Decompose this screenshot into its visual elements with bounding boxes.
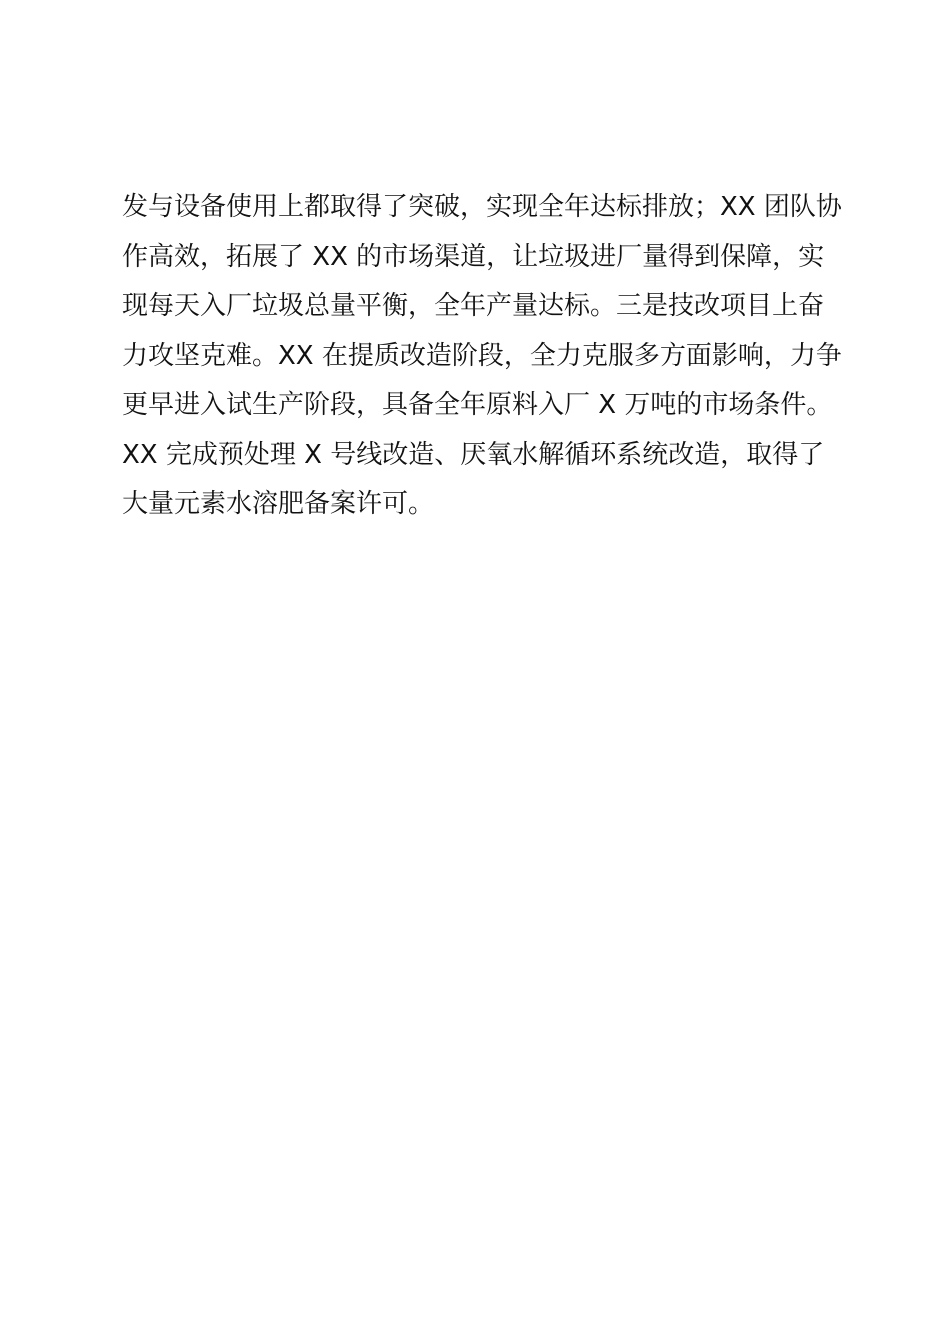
paragraph-line: 现每天入厂垃圾总量平衡，全年产量达标。三是技改项目上奋 bbox=[122, 291, 825, 321]
paragraph-line: XX 完成预处理 X 号线改造、厌氧水解循环系统改造，取得了 bbox=[122, 439, 825, 470]
paragraph-line: 发与设备使用上都取得了突破，实现全年达标排放；XX 团队协 bbox=[122, 192, 842, 222]
paragraph-line: 作高效，拓展了 XX 的市场渠道，让垃圾进厂量得到保障，实 bbox=[122, 241, 825, 272]
paragraph-line: 更早进入试生产阶段，具备全年原料入厂 X 万吨的市场条件。 bbox=[122, 390, 833, 420]
body-paragraph bbox=[122, 183, 842, 530]
paragraph-line: 大量元素水溶肥备案许可。 bbox=[122, 489, 435, 519]
paragraph-line: 力攻坚克难。XX 在提质改造阶段，全力克服多方面影响，力争 bbox=[122, 340, 842, 371]
